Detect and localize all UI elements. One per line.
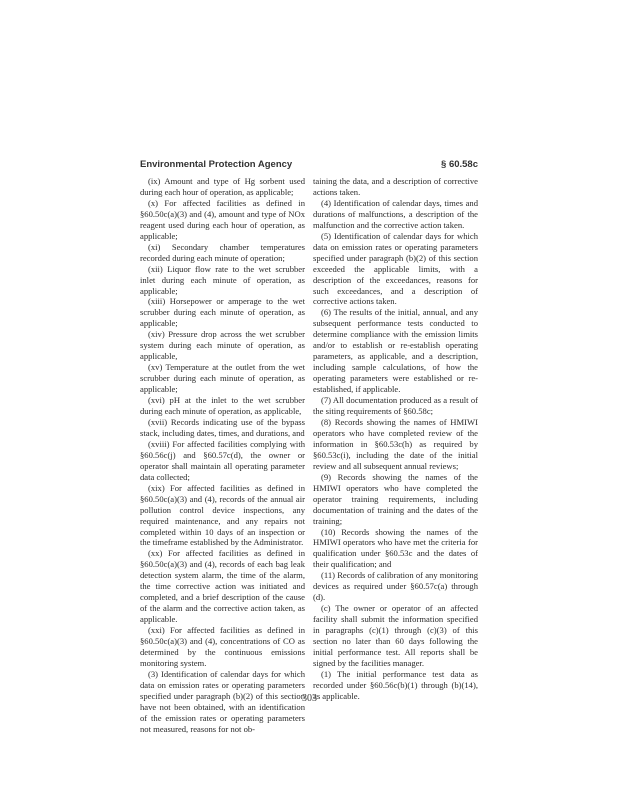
section-number: § 60.58c xyxy=(441,159,478,170)
paragraph: (9) Records showing the names of the HMIWI operators who have completed the operator training requirements, including documentation of training and the dates of the training; xyxy=(313,471,478,526)
paragraph: (xvii) Records indicating use of the bypass stack, including dates, times, and durations, and xyxy=(140,416,305,438)
paragraph: (5) Identification of calendar days for which data on emission rates or operating parameters specified under paragraph (b)(2) of this section exceeded the applicable limits, with a description of the exceedances, reasons for such exceedances, and a description of corrective actions taken. xyxy=(313,230,478,307)
paragraph: (10) Records showing the names of the HMIWI operators who have met the criteria for qualification under §60.53c and the dates of their qualification; and xyxy=(313,526,478,570)
paragraph: (xi) Secondary chamber temperatures recorded during each minute of operation; xyxy=(140,241,305,263)
right-column xyxy=(313,176,478,702)
page-number: 303 xyxy=(302,693,317,704)
paragraph: (xiii) Horsepower or amperage to the wet scrubber during each minute of operation, as applicable; xyxy=(140,296,305,329)
paragraph: (4) Identification of calendar days, times and durations of malfunctions, a description of the malfunction and the corrective action taken. xyxy=(313,197,478,230)
paragraph: (xiv) Pressure drop across the wet scrubber system during each minute of operation, as applicable, xyxy=(140,329,305,362)
paragraph: (ix) Amount and type of Hg sorbent used during each hour of operation, as applicable; xyxy=(140,176,305,197)
paragraph: (xii) Liquor flow rate to the wet scrubber inlet during each minute of operation, as applicable; xyxy=(140,263,305,296)
paragraph: (3) Identification of calendar days for which data on emission rates or operating parameters specified under paragraph (b)(2) of this section have not been obtained, with an identification of the emission rates or operating parameters not measured, reasons for not ob- xyxy=(140,668,305,734)
paragraph: (7) All documentation produced as a result of the siting requirements of §60.58c; xyxy=(313,395,478,417)
paragraph: (11) Records of calibration of any monitoring devices as required under §60.57c(a) through (d). xyxy=(313,570,478,603)
running-header xyxy=(140,159,478,171)
paragraph: (xxi) For affected facilities as defined in §60.50c(a)(3) and (4), concentrations of CO as determined by the continuous emissions monitoring system. xyxy=(140,625,305,668)
paragraph-continuation: taining the data, and a description of corrective actions taken. xyxy=(313,176,478,197)
paragraph: (c) The owner or operator of an affected facility shall submit the information specified in paragraphs (c)(1) through (c)(3) of this section no later than 60 days following the initial performance test. All reports shall be signed by the facilities manager. xyxy=(313,603,478,668)
paragraph: (1) The initial performance test data as recorded under §60.56c(b)(1) through (b)(14), as applicable. xyxy=(313,668,478,701)
left-column xyxy=(140,176,305,735)
paragraph: (xv) Temperature at the outlet from the wet scrubber during each minute of operation, as applicable; xyxy=(140,362,305,395)
paragraph: (xix) For affected facilities as defined in §60.50c(a)(3) and (4), records of the annual air pollution control device inspections, any required maintenance, and any repairs not completed within 10 days of an inspection or the timeframe established by the Administrator. xyxy=(140,482,305,548)
paragraph: (6) The results of the initial, annual, and any subsequent performance tests conducted to determine compliance with the emission limits and/or to establish or re-establish operating parameters, as applicable, and a description, including sample calculations, of how the operating parameters were established or re-established, if applicable. xyxy=(313,307,478,395)
paragraph: (xviii) For affected facilities complying with §60.56c(j) and §60.57c(d), the owner or operator shall maintain all operating parameter data collected; xyxy=(140,438,305,482)
paragraph: (x) For affected facilities as defined in §60.50c(a)(3) and (4), amount and type of NOx reagent used during each hour of operation, as applicable; xyxy=(140,197,305,241)
agency-name: Environmental Protection Agency xyxy=(140,159,293,170)
paragraph: (xx) For affected facilities as defined in §60.50c(a)(3) and (4), records of each bag leak detection system alarm, the time of the alarm, the time corrective action was initiated and completed, and a brief description of the cause of the alarm and the corrective action taken, as applicable. xyxy=(140,548,305,625)
paragraph: (xvi) pH at the inlet to the wet scrubber during each minute of operation, as applicable, xyxy=(140,395,305,417)
paragraph: (8) Records showing the names of HMIWI operators who have completed review of the information in §60.53c(h) as required by §60.53c(i), including the date of the initial review and all subsequent annual reviews; xyxy=(313,416,478,471)
